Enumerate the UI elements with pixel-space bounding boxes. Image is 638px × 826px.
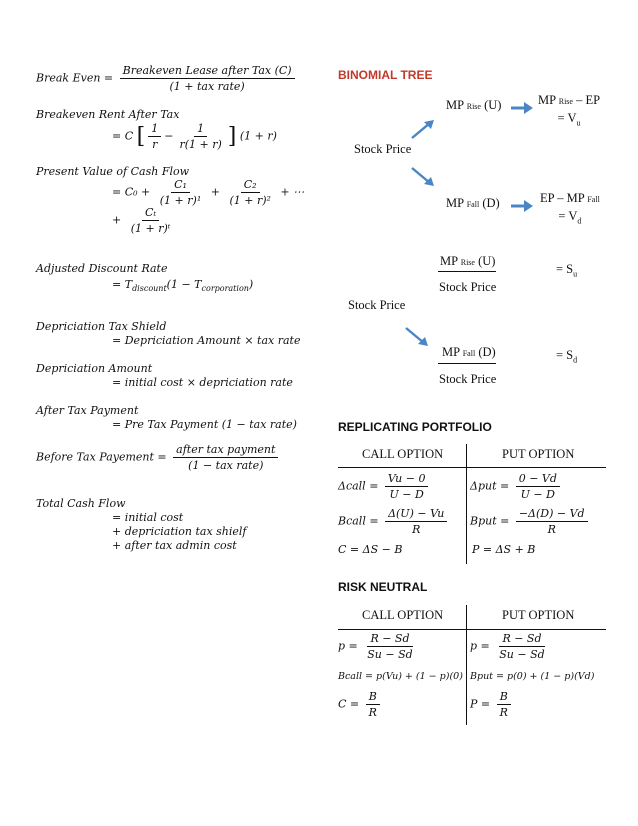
sd-fall-tag: (D): [478, 345, 496, 359]
rp-call-header: CALL OPTION: [362, 447, 444, 461]
rp-column-divider: [466, 444, 467, 564]
adr-mid: (1 − T: [166, 278, 202, 291]
rp-put-delta-num: 0 − Vd: [516, 472, 560, 487]
atp-formula: = Pre Tax Payment (1 − tax rate): [112, 418, 297, 431]
pv-eq: = C₀ +: [112, 185, 151, 199]
mp-rise-text: MP: [446, 98, 464, 112]
tcf-label: Total Cash Flow: [36, 497, 126, 510]
rn-call-p: [338, 632, 419, 661]
su-rise-sub: Rise: [460, 258, 475, 267]
mp-fall-node: [446, 196, 500, 211]
down-arrow-icon: [404, 326, 430, 348]
sd-eq: = S: [556, 348, 574, 362]
rp-call-b-num: Δ(U) − Vu: [385, 507, 447, 522]
rp-put-p: P = ΔS + B: [472, 543, 536, 556]
mp-rise-tag: (U): [484, 98, 502, 112]
rn-put-p: [470, 632, 551, 661]
vd-top-sub: Fall: [587, 195, 600, 204]
break-even-formula: [36, 64, 298, 93]
pv-formula-line1: [112, 178, 304, 207]
rp-put-b-lhs: Bput =: [470, 514, 510, 528]
rp-call-delta-lhs: Δcall =: [338, 479, 379, 493]
rp-put-b-num: −Δ(D) − Vd: [516, 507, 588, 522]
adr-eq: = T: [112, 278, 133, 291]
pv-ct-den: (1 + r)ᵗ: [130, 222, 171, 235]
down-arrow-icon: [410, 166, 436, 188]
rp-put-b: [470, 507, 591, 536]
mp-fall-tag: (D): [482, 196, 500, 210]
pv-c1-num: C₁: [171, 178, 190, 193]
stock-price-node-2: Stock Price: [348, 298, 406, 312]
su-rise-tag: (U): [478, 254, 496, 268]
su-result: [556, 262, 577, 279]
right-arrow-icon: [510, 200, 534, 212]
sd-sub: d: [573, 355, 578, 365]
pv-formula-line2: [112, 206, 176, 235]
breakeven-rent-minus: −: [164, 129, 174, 143]
mp-rise-node: [446, 98, 501, 113]
rn-put-p-frac: [496, 632, 547, 661]
rp-call-b-frac: [385, 507, 447, 536]
vd-sub: d: [577, 216, 582, 226]
mp-fall-sub: Fall: [466, 200, 480, 209]
pv-c1-den: (1 + r)¹: [159, 194, 202, 207]
rn-put-b: Bput = p(0) + (1 − p)(Vd): [470, 671, 595, 682]
rn-put-p2-lhs: P =: [470, 697, 491, 711]
rp-call-b-lhs: Bcall =: [338, 514, 379, 528]
pv-tail: + ⋯: [280, 185, 305, 199]
adr-label: Adjusted Discount Rate: [36, 262, 168, 275]
rp-put-delta-den: U − D: [520, 488, 555, 501]
rp-call-delta: [338, 472, 431, 501]
pv-c2-num: C₂: [241, 178, 260, 193]
risk-neutral-title: RISK NEUTRAL: [338, 580, 428, 594]
rp-call-delta-frac: [385, 472, 429, 501]
da-label: Depriciation Amount: [36, 362, 153, 375]
breakeven-rent-formula: = C [ $\frac{1}{r}$ − $\frac{1}{r(1 + r)}$ ] (1 + r): [112, 122, 277, 151]
breakeven-rent-frac1-num: 1: [148, 122, 161, 137]
su-eq: = S: [556, 262, 574, 276]
up-arrow-icon: [410, 118, 436, 140]
rn-call-p-lhs: p =: [338, 639, 358, 653]
rn-call-c-num: B: [366, 690, 380, 705]
break-even-label: Break Even =: [36, 71, 114, 85]
dts-label: Depriciation Tax Shield: [36, 320, 167, 333]
pv-plus1: +: [210, 185, 220, 199]
su-sub: u: [573, 269, 578, 279]
rn-put-p2-den: R: [499, 706, 508, 719]
vu-top-end: – EP: [576, 93, 601, 107]
tcf-line1: = initial cost: [112, 511, 184, 524]
su-numerator: [440, 254, 495, 269]
breakeven-rent-frac2-num: 1: [194, 122, 207, 137]
rn-call-c-frac: [366, 690, 380, 719]
breakeven-rent-label: Breakeven Rent After Tax: [36, 108, 180, 121]
rp-call-b: [338, 507, 450, 536]
vu-top: MP: [538, 93, 556, 107]
break-even-fraction: [120, 64, 295, 93]
pv-frac-c2: [226, 178, 273, 207]
sd-mp: MP: [442, 345, 460, 359]
break-even-denominator: (1 + tax rate): [169, 80, 245, 93]
binomial-tree-title: BINOMIAL TREE: [338, 68, 433, 82]
mp-fall-text: MP: [446, 196, 464, 210]
rn-call-header: CALL OPTION: [362, 608, 444, 622]
vu-top-sub: Rise: [558, 97, 573, 106]
rp-header-rule: [338, 467, 606, 468]
tcf-line3: + after tax admin cost: [112, 539, 237, 552]
rp-put-b-den: R: [547, 523, 556, 536]
adr-formula: [112, 278, 253, 293]
btp-formula: [36, 443, 281, 472]
rn-column-divider: [466, 605, 467, 725]
breakeven-rent-tail: (1 + r): [239, 129, 277, 143]
rp-put-delta: [470, 472, 563, 501]
pv-label: Present Value of Cash Flow: [36, 165, 190, 178]
rn-call-c-lhs: C =: [338, 697, 360, 711]
break-even-numerator: Breakeven Lease after Tax (C): [120, 64, 295, 79]
sd-result: [556, 348, 577, 365]
adr-end: ): [248, 278, 254, 291]
vu-eq: = V: [557, 111, 577, 125]
replicating-portfolio-title: REPLICATING PORTFOLIO: [338, 420, 492, 434]
mp-rise-sub: Rise: [466, 102, 481, 111]
breakeven-rent-frac1-den: r: [152, 138, 158, 151]
su-mp: MP: [440, 254, 458, 268]
vu-sub: u: [576, 118, 581, 128]
rp-put-delta-lhs: Δput =: [470, 479, 510, 493]
pv-c2-den: (1 + r)²: [229, 194, 271, 207]
tcf-line2: + depriciation tax shielf: [112, 525, 247, 538]
rn-call-c: [338, 690, 383, 719]
adr-sub1: discount: [132, 284, 167, 294]
vu-definition: [538, 92, 600, 132]
rn-call-c-den: R: [368, 706, 377, 719]
vd-top: EP – MP: [540, 191, 585, 205]
stock-price-node-1: Stock Price: [354, 142, 412, 156]
su-fraction-bar: [438, 271, 496, 272]
btp-den: (1 − tax rate): [188, 459, 264, 472]
rn-put-p-den: Su − Sd: [499, 648, 545, 661]
rp-call-delta-den: U − D: [389, 488, 424, 501]
btp-label: Before Tax Payement =: [36, 450, 167, 464]
rp-put-delta-frac: [516, 472, 560, 501]
sd-fraction-bar: [438, 363, 496, 364]
rp-put-header: PUT OPTION: [502, 447, 575, 461]
sd-fall-sub: Fall: [462, 349, 476, 358]
pv-plus2: +: [112, 213, 122, 227]
rn-put-p2: [470, 690, 514, 719]
pv-frac-ct: [128, 206, 174, 235]
atp-label: After Tax Payment: [36, 404, 139, 417]
rn-put-p2-num: B: [497, 690, 511, 705]
breakeven-rent-frac2-den: r(1 + r): [179, 138, 222, 151]
btp-num: after tax payment: [173, 443, 278, 458]
dts-formula: = Depriciation Amount × tax rate: [112, 334, 301, 347]
right-arrow-icon: [510, 102, 534, 114]
btp-fraction: [173, 443, 278, 472]
rn-put-p-lhs: p =: [470, 639, 490, 653]
da-formula: = initial cost × depriciation rate: [112, 376, 293, 389]
rn-put-p-num: R − Sd: [499, 632, 544, 647]
rn-call-p-num: R − Sd: [367, 632, 412, 647]
breakeven-rent-eq: = C: [112, 129, 134, 143]
rn-call-p-frac: [364, 632, 415, 661]
vd-definition: [540, 190, 600, 230]
breakeven-rent-frac1: [148, 122, 161, 151]
pv-frac-c1: [157, 178, 204, 207]
rn-header-rule: [338, 629, 606, 630]
rp-call-c: C = ΔS − B: [338, 543, 403, 556]
vd-eq: = V: [558, 209, 578, 223]
sd-denominator: Stock Price: [439, 372, 497, 386]
breakeven-rent-frac2: [176, 122, 224, 151]
rp-call-b-den: R: [412, 523, 421, 536]
adr-sub2: corporation: [201, 284, 249, 294]
rn-call-b: Bcall = p(Vu) + (1 − p)(0): [338, 671, 463, 682]
rp-put-b-frac: [516, 507, 588, 536]
sd-numerator: [442, 345, 496, 360]
pv-ct-num: Cₜ: [142, 206, 159, 221]
su-denominator: Stock Price: [439, 280, 497, 294]
rn-put-header: PUT OPTION: [502, 608, 575, 622]
rn-call-p-den: Su − Sd: [367, 648, 413, 661]
rn-put-p2-frac: [497, 690, 511, 719]
rp-call-delta-num: Vu − 0: [385, 472, 429, 487]
